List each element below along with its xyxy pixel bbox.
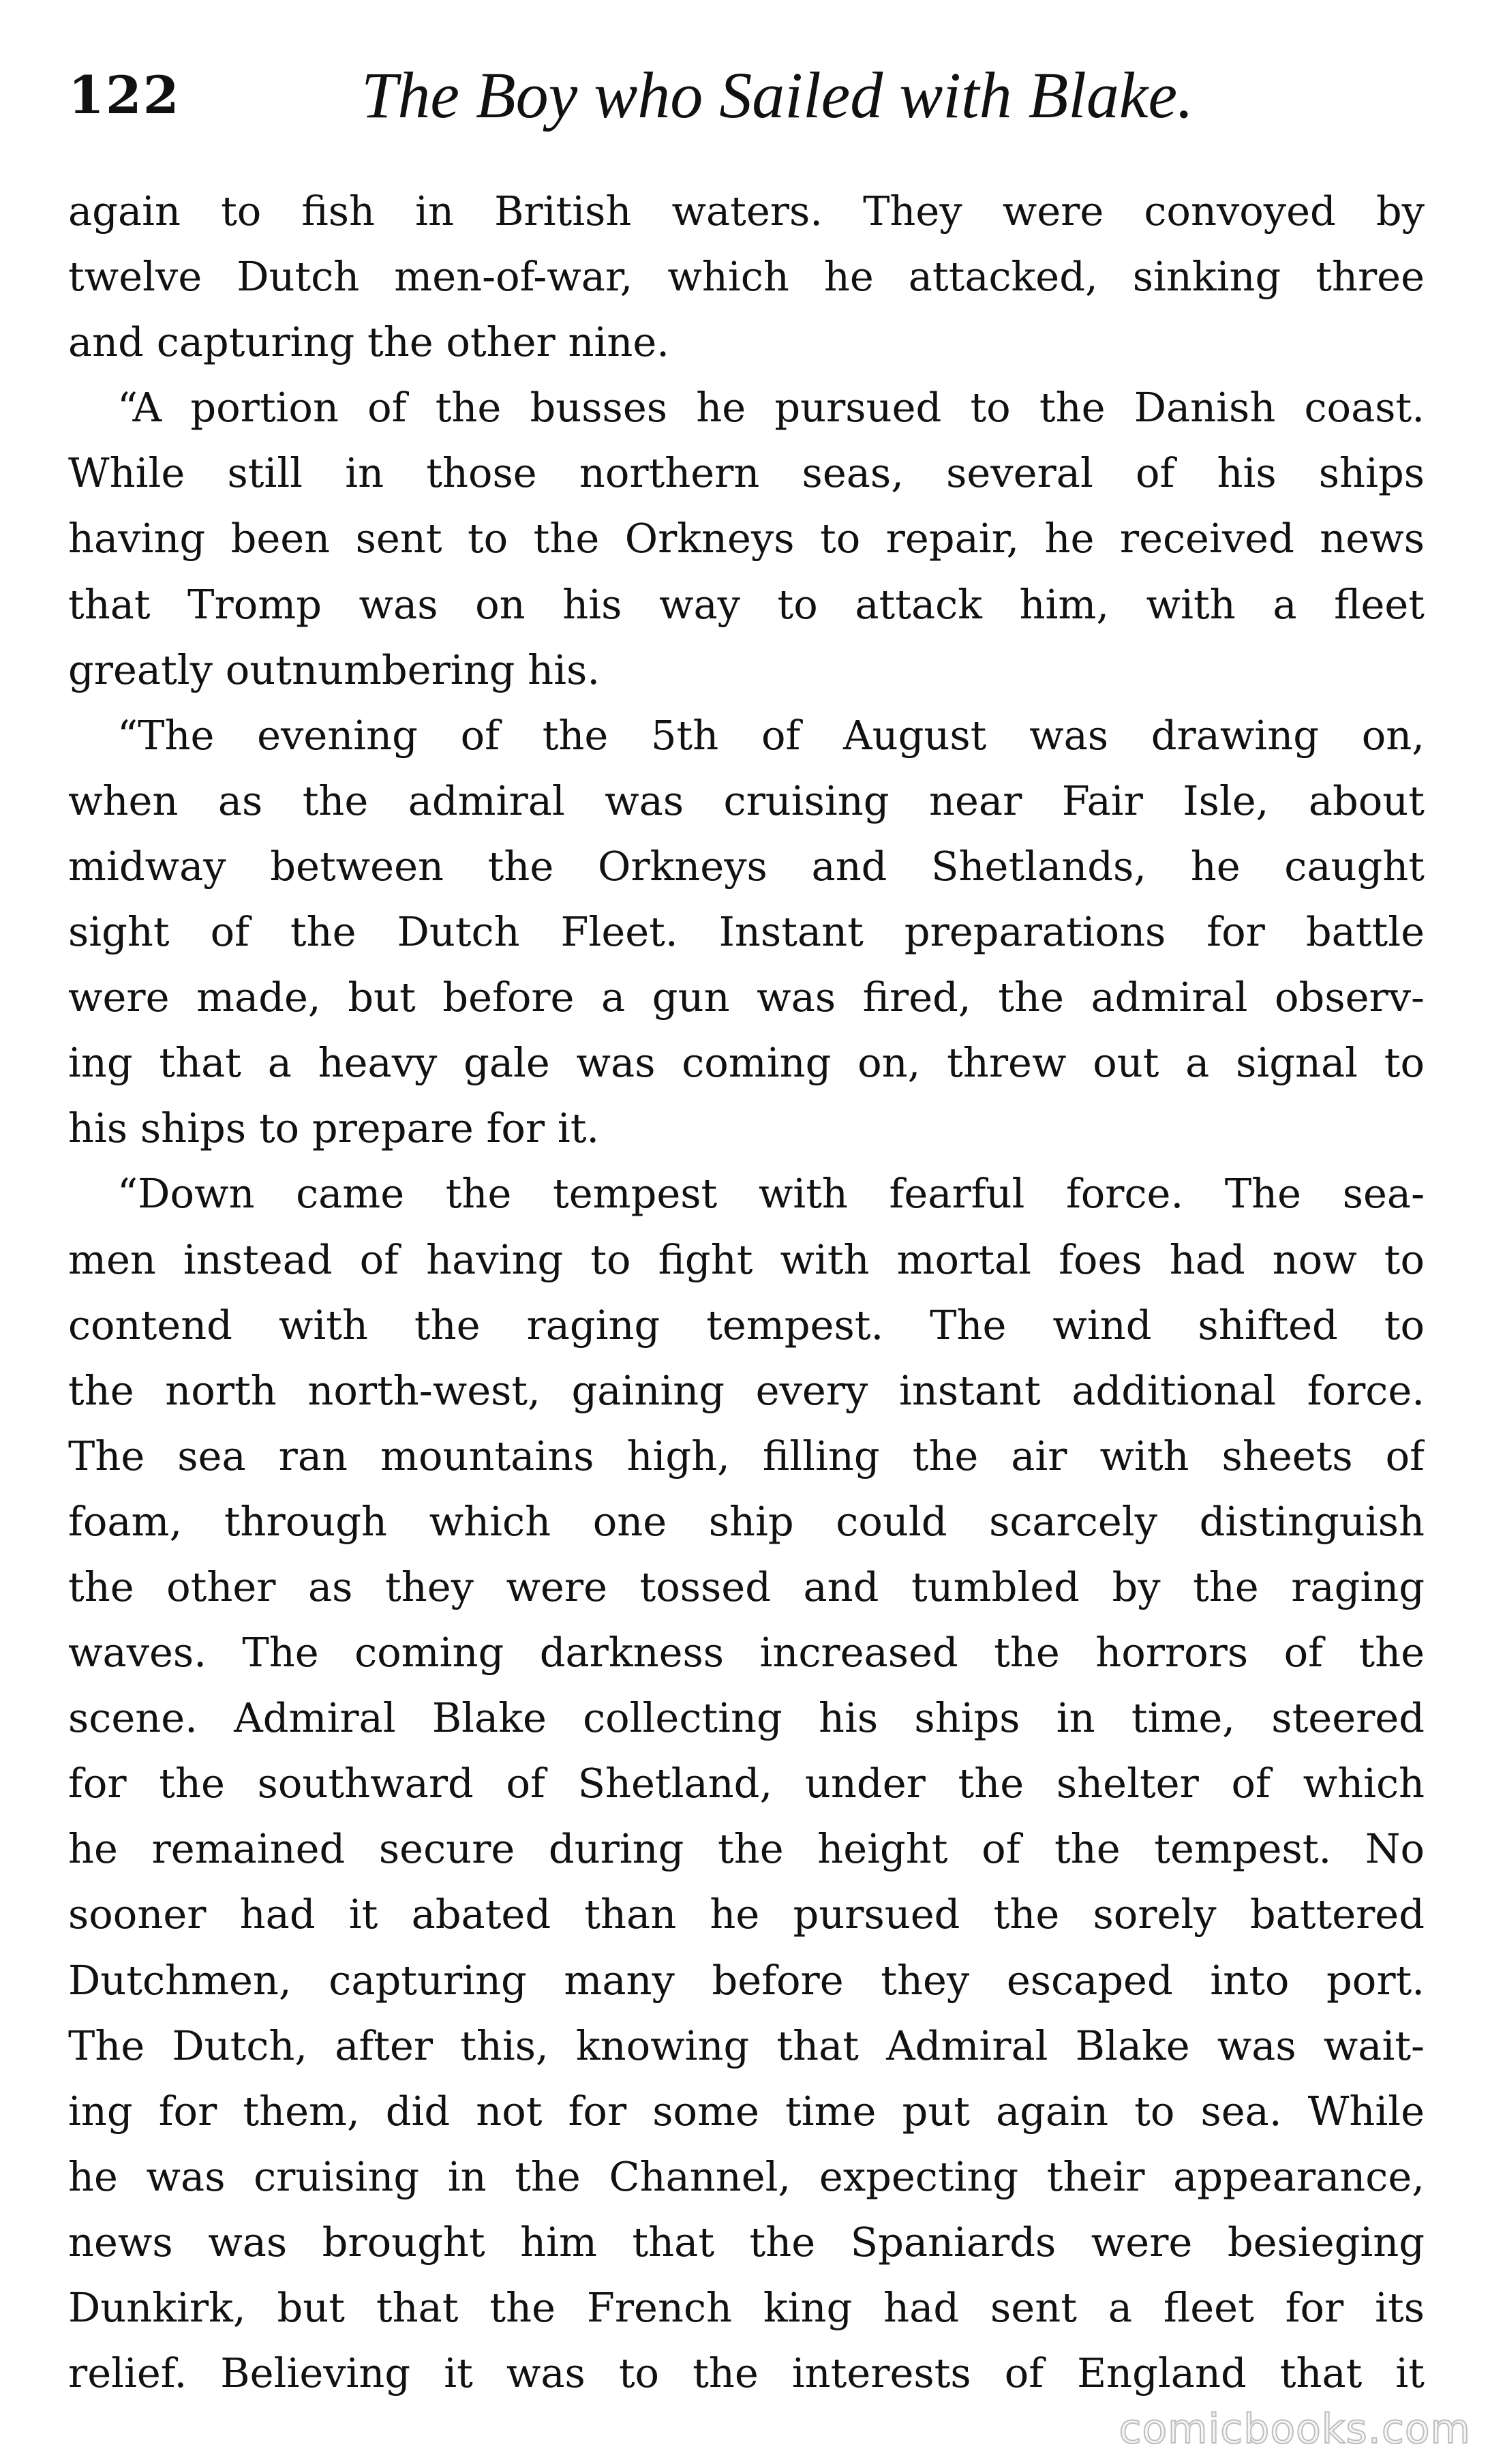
text-line: The Dutch, after this, knowing that Admiral Blake was wait- (68, 2022, 1425, 2069)
text-line: greatly outnumbering his. (68, 646, 601, 693)
text-line: sight of the Dutch Fleet. Instant preparations for battle (68, 908, 1425, 956)
text-line: While still in those northern seas, several of his ships (68, 449, 1425, 497)
body-text (68, 179, 1425, 2406)
text-line: contend with the raging tempest. The wind shifted to (68, 1301, 1425, 1349)
text-line: sooner had it abated than he pursued the sorely battered (68, 1891, 1425, 1938)
text-line: for the southward of Shetland, under the shelter of which (68, 1760, 1425, 1807)
text-line: the other as they were tossed and tumbled by the raging (68, 1563, 1425, 1610)
text-line: and capturing the other nine. (68, 318, 670, 366)
text-line: he was cruising in the Channel, expecting their appearance, (68, 2152, 1425, 2200)
text-line: midway between the Orkneys and Shetlands, he caught (68, 842, 1425, 890)
text-line: twelve Dutch men-of-war, which he attacked, sinking three (68, 253, 1425, 301)
text-line: The sea ran mountains high, filling the air with sheets of (68, 1432, 1425, 1479)
text-line: his ships to prepare for it. (68, 1105, 600, 1152)
text-line: “A portion of the busses he pursued to the Danish coast. (117, 384, 1425, 432)
text-line: news was brought him that the Spaniards were besieging (68, 2218, 1425, 2266)
text-line: relief. Believing it was to the interests of England that it (68, 2349, 1425, 2397)
text-line: men instead of having to fight with mortal foes had now to (68, 1235, 1425, 1283)
text-line: the north north-west, gaining every instant additional force. (68, 1366, 1425, 1414)
text-line: again to fish in British waters. They were convoyed by (68, 187, 1425, 235)
text-line: ing that a heavy gale was coming on, threw out a signal to (68, 1039, 1425, 1087)
text-line: waves. The coming darkness increased the horrors of the (68, 1629, 1425, 1677)
text-line: “Down came the tempest with fearful force. The sea- (117, 1170, 1425, 1218)
text-line: he remained secure during the height of the tempest. No (68, 1825, 1425, 1873)
running-head (68, 55, 1425, 136)
text-line: “The evening of the 5th of August was drawing on, (117, 711, 1425, 759)
watermark: comicbooks.com (1119, 2405, 1471, 2453)
text-line: Dunkirk, but that the French king had sent a fleet for its (68, 2284, 1425, 2331)
text-line: when as the admiral was cruising near Fair Isle, about (68, 777, 1425, 824)
running-title: The Boy who Sailed with Blake. (361, 59, 1194, 132)
text-line: scene. Admiral Blake collecting his ships in time, steered (68, 1694, 1425, 1742)
page-number: 122 (68, 65, 181, 125)
text-line: were made, but before a gun was fired, the admiral observ- (68, 974, 1425, 1021)
text-line: having been sent to the Orkneys to repair, he received news (68, 515, 1425, 562)
text-line: ing for them, did not for some time put again to sea. While (68, 2087, 1425, 2135)
text-line: foam, through which one ship could scarcely distinguish (68, 1497, 1425, 1545)
text-line: Dutchmen, capturing many before they escaped into port. (68, 1956, 1425, 2004)
text-line: that Tromp was on his way to attack him, with a fleet (68, 580, 1425, 628)
